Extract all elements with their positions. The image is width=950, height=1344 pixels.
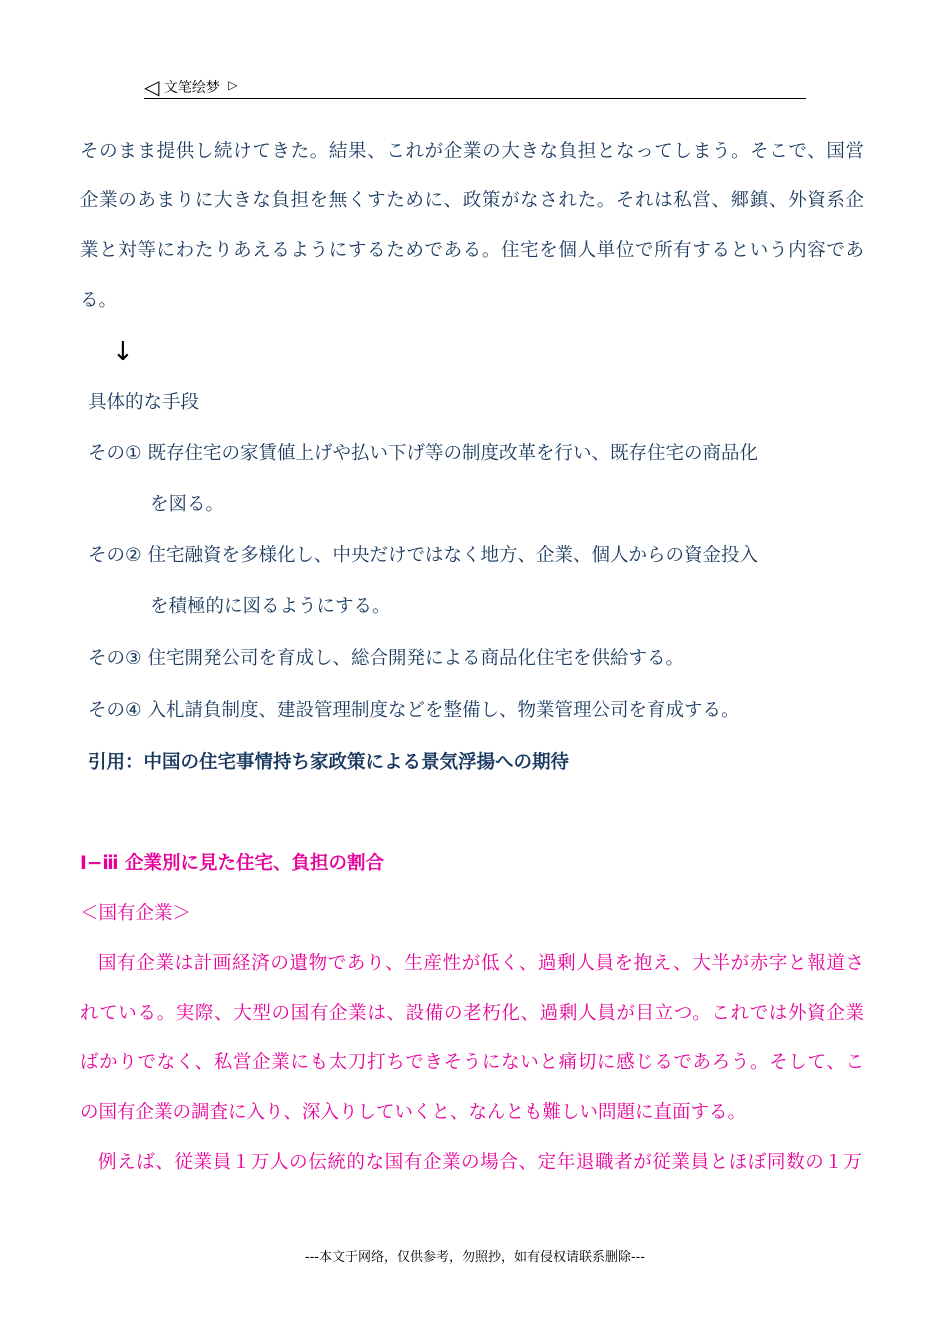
- measure-text: 既存住宅の家賃値上げや払い下げ等の制度改革を行い、既存住宅の商品化: [147, 443, 758, 464]
- page-header: [144, 72, 806, 99]
- measure-label: その④: [88, 700, 142, 721]
- down-arrow-icon: ↓: [112, 337, 134, 367]
- section-line-4: の国有企業の調査に入り、深入りしていくと、なんとも難しい問題に直面する。: [80, 1102, 747, 1123]
- left-triangle-icon: ◁: [144, 75, 160, 99]
- right-triangle-icon: ▷: [228, 78, 238, 92]
- measure-text: 住宅開発公司を育成し、総合開発による商品化住宅を供給する。: [147, 648, 684, 669]
- measure-label: その③: [88, 648, 142, 669]
- measure-item-2: [88, 543, 878, 569]
- measure-label: その①: [88, 443, 142, 464]
- section-heading: Ⅰ−ⅲ 企業別に見た住宅、負担の割合: [80, 853, 384, 874]
- measure-item-1: [88, 441, 878, 467]
- section-line-3: ばかりでなく、私営企業にも太刀打ちできそうにないと痛切に感じるであろう。そして、こ: [80, 1052, 864, 1073]
- section-line-1: 国有企業は計画経済の遺物であり、生産性が低く、過剰人員を抱え、大半が赤字と報道さ: [98, 953, 864, 974]
- header-title: 文笔绘梦: [163, 80, 220, 96]
- measure-text: 住宅融資を多様化し、中央だけではなく地方、企業、個人からの資金投入: [147, 545, 758, 566]
- measures-title: 具体的な手段: [88, 392, 200, 413]
- measure-item-3: [88, 646, 878, 672]
- measure-text: 入札請負制度、建設管理制度などを整備し、物業管理公司を育成する。: [147, 700, 740, 721]
- measure-item-1-cont: を図る。: [150, 494, 225, 515]
- measure-label: その②: [88, 545, 142, 566]
- measure-item-2-cont: を積極的に図るようにする。: [150, 596, 391, 617]
- citation: 引用：中国の住宅事情持ち家政策による景気浮揚への期待: [88, 752, 570, 773]
- section-subheading: ＜国有企業＞: [80, 903, 192, 924]
- measure-item-4: [88, 698, 878, 724]
- section-line-2: れている。実際、大型の国有企業は、設備の老朽化、過剰人員が目立つ。これでは外資企業: [80, 1003, 864, 1024]
- para1-line-3: 業と対等にわたりあえるようにするためである。住宅を個人単位で所有するという内容であ: [80, 240, 864, 261]
- para1-line-2: 企業のあまりに大きな負担を無くすために、政策がなされた。それは私営、郷鎮、外資系企: [80, 190, 864, 211]
- para1-line-1: そのまま提供し続けてきた。結果、これが企業の大きな負担となってしまう。そこで、国営: [80, 141, 864, 162]
- para1-line-4: る。: [80, 290, 118, 311]
- section-line-5: 例えば、従業員１万人の伝統的な国有企業の場合、定年退職者が従業員とほぼ同数の１万: [98, 1152, 862, 1173]
- page-footer: ---本文于网络，仅供参考，勿照抄，如有侵权请联系删除---: [304, 1250, 646, 1265]
